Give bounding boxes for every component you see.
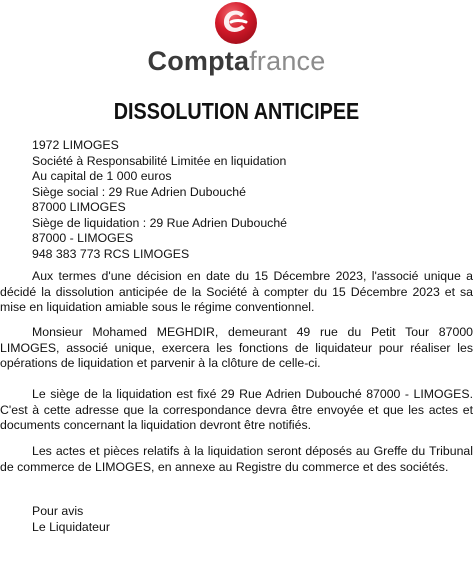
paragraph-liquidator: Monsieur Mohamed MEGHDIR, demeurant 49 rue du Petit Tour 87000 LIMOGES, associé unique, exercera les fonctions de liquidateur pour réaliser les opérations de liquidation et parvenir à la clôture de celle-ci. [0,325,473,370]
header-line: Siège social : 29 Rue Adrien Dubouché [32,184,246,199]
header-line: Siège de liquidation : 29 Rue Adrien Dubouché [32,215,288,230]
header-line: Société à Responsabilité Limitée en liquidation [32,153,287,168]
signature-block [32,504,110,535]
comptafrance-logo-icon [211,0,261,46]
header-line: 87000 - LIMOGES [32,231,134,245]
header-line: Au capital de 1 000 euros [32,169,172,183]
company-header [32,138,287,262]
paragraph-decision: Aux termes d'une décision en date du 15 Décembre 2023, l'associé unique a décidé la dissolution anticipée de la Société à compter du 15 Décembre 2023 et sa mise en liquidation amiable sous le régime conventionnel. [0,269,473,314]
brand-name [0,44,473,78]
signature-line: Pour avis [32,504,84,518]
header-line: 1972 LIMOGES [32,138,119,152]
paragraph-liquidation-seat: Le siège de la liquidation est fixé 29 Rue Adrien Dubouché 87000 - LIMOGES. C'est à cette adresse que la correspondance devra être envoyée et que les actes et documents concernant la liquidation devront être notifiés. [0,387,473,432]
header-line: 948 383 773 RCS LIMOGES [32,246,190,261]
brand-name-part2: france [249,46,326,76]
paragraph-filing: Les actes et pièces relatifs à la liquidation seront déposés au Greffe du Tribunal de commerce de LIMOGES, en annexe au Registre du commerce et des sociétés. [0,444,473,474]
header-line: 87000 LIMOGES [32,200,126,214]
document-title: DISSOLUTION ANTICIPEE [113,98,360,124]
signature-line: Le Liquidateur [32,519,110,534]
brand-name-part1: Compta [147,46,250,76]
